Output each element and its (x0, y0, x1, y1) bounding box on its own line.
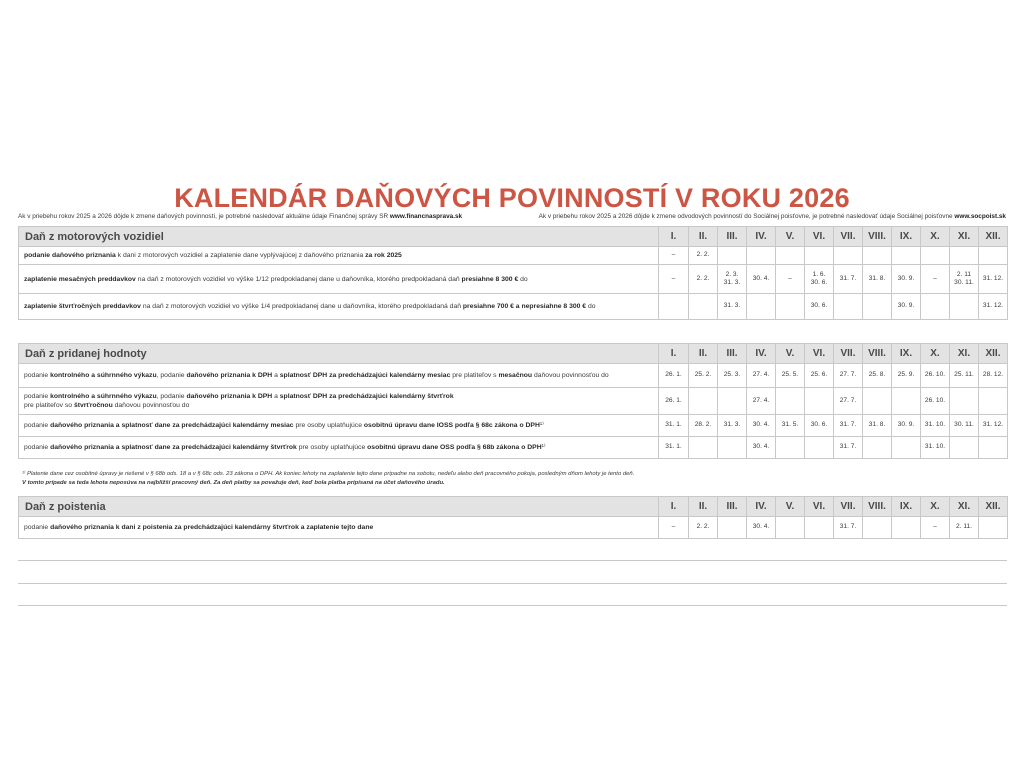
deadline-cell (776, 247, 805, 265)
deadline-cell (863, 517, 892, 539)
deadline-cell (776, 388, 805, 415)
month-header: VII. (834, 344, 863, 364)
month-header: VIII. (863, 344, 892, 364)
deadline-cell: 25. 5. (776, 364, 805, 388)
deadline-cell (950, 294, 979, 320)
deadline-cell: 31. 1. (659, 437, 689, 459)
section-header-row (19, 497, 1008, 517)
deadline-cell (659, 294, 689, 320)
deadline-cell (979, 517, 1008, 539)
section-header-row (19, 227, 1008, 247)
month-header: XII. (979, 497, 1008, 517)
deadline-cell: 31. 12. (979, 415, 1008, 437)
deadline-cell: 25. 6. (805, 364, 834, 388)
deadline-cell (689, 437, 718, 459)
deadline-cell (805, 437, 834, 459)
month-header: I. (659, 344, 689, 364)
deadline-cell (892, 517, 921, 539)
deadline-cell (747, 294, 776, 320)
deadline-cell: 26. 1. (659, 388, 689, 415)
deadline-cell: 31. 7. (834, 265, 863, 294)
obligation-description: podanie kontrolného a súhrnného výkazu, podanie daňového priznania k DPH a splatnosť DPH za predchádzajúci kalendárny štvrťrok pre platiteľov so štvrťročnou daňovou povinnosťou do (19, 388, 659, 415)
month-header: VIII. (863, 227, 892, 247)
deadline-cell: 31. 8. (863, 415, 892, 437)
footnote-line-2: V tomto prípade sa teda lehota neposúva na najbližší pracovný deň. Za deň platby sa považuje deň, keď bola platba pripísaná na účet daňového úradu. (22, 480, 445, 486)
table-row (19, 388, 1008, 415)
month-header: X. (921, 497, 950, 517)
month-header: VIII. (863, 497, 892, 517)
month-header: III. (718, 227, 747, 247)
deadline-cell (892, 437, 921, 459)
deadline-cell (834, 294, 863, 320)
deadline-cell: 27. 4. (747, 364, 776, 388)
obligation-description: podanie daňového priznania k dani z poistenia za predchádzajúci kalendárny štvrťrok a zaplatenie tejto dane (19, 517, 659, 539)
deadline-cell: – (659, 247, 689, 265)
deadline-cell: 30. 4. (747, 265, 776, 294)
section-header-row (19, 344, 1008, 364)
deadline-cell: 30. 6. (805, 294, 834, 320)
deadline-cell (921, 294, 950, 320)
deadline-cell: 31. 12. (979, 294, 1008, 320)
deadline-cell: – (921, 517, 950, 539)
deadline-cell: 31. 8. (863, 265, 892, 294)
obligation-description: podanie daňového priznania a splatnosť dane za predchádzajúci kalendárny štvrťrok pre osoby uplatňujúce osobitnú úpravu dane OSS podľa § 68b zákona o DPH¹⁾ (19, 437, 659, 459)
table-row (19, 437, 1008, 459)
deadline-cell: 30. 9. (892, 294, 921, 320)
deadline-cell: 30. 4. (747, 415, 776, 437)
deadline-cell: 31. 12. (979, 265, 1008, 294)
deadline-cell (718, 437, 747, 459)
month-header: VI. (805, 344, 834, 364)
deadline-cell (805, 517, 834, 539)
month-header: XI. (950, 227, 979, 247)
deadline-cell: – (776, 265, 805, 294)
month-header: III. (718, 497, 747, 517)
deadline-cell (892, 388, 921, 415)
deadline-cell: 31. 10. (921, 415, 950, 437)
deadline-cell: 31. 7. (834, 415, 863, 437)
deadline-cell (805, 388, 834, 415)
deadline-cell (776, 294, 805, 320)
deadline-cell (834, 247, 863, 265)
deadline-cell: 2. 11. (950, 517, 979, 539)
deadline-cell (863, 247, 892, 265)
deadline-cell: 28. 2. (689, 415, 718, 437)
table-row (19, 247, 1008, 265)
month-header: IV. (747, 227, 776, 247)
deadline-cell (950, 247, 979, 265)
table-row (19, 517, 1008, 539)
deadline-cell: 31. 7. (834, 437, 863, 459)
insurance-tax-table (18, 496, 1008, 539)
obligation-description: zaplatenie štvrťročných preddavkov na daň z motorových vozidiel vo výške 1/4 predpokladanej dane u daňovníka, ktorého predpokladaná daň presiahne 700 € a nepresiahne 8 300 € do (19, 294, 659, 320)
deadline-cell (950, 437, 979, 459)
deadline-cell: 31. 3. (718, 415, 747, 437)
socialna-poistovna-note (539, 213, 1006, 220)
deadline-cell: 26. 1. (659, 364, 689, 388)
deadline-cell (863, 388, 892, 415)
month-header: VI. (805, 227, 834, 247)
deadline-cell: – (921, 265, 950, 294)
deadline-cell: 30. 4. (747, 517, 776, 539)
obligation-description: podanie kontrolného a súhrnného výkazu, podanie daňového priznania k DPH a splatnosť DPH za predchádzajúci kalendárny mesiac pre platiteľov s mesačnou daňovou povinnosťou do (19, 364, 659, 388)
deadline-cell (979, 388, 1008, 415)
deadline-cell: 30. 9. (892, 415, 921, 437)
financna-sprava-link[interactable]: www.financnasprava.sk (389, 213, 463, 220)
month-header: V. (776, 227, 805, 247)
motor-vehicle-tax-table (18, 226, 1008, 320)
month-header: IV. (747, 497, 776, 517)
blank-line (18, 583, 1007, 584)
month-header: X. (921, 227, 950, 247)
blank-line (18, 605, 1007, 606)
deadline-cell (892, 247, 921, 265)
page-title: KALENDÁR DAŇOVÝCH POVINNOSTÍ V ROKU 2026 (174, 183, 850, 213)
deadline-cell (689, 388, 718, 415)
deadline-cell: 2. 2. (689, 517, 718, 539)
deadline-cell: 30. 6. (805, 415, 834, 437)
deadline-cell: 30. 11. (950, 415, 979, 437)
month-header: I. (659, 497, 689, 517)
deadline-cell: 27. 7. (834, 364, 863, 388)
section-title: Daň z motorových vozidiel (19, 227, 659, 247)
deadline-cell: 2. 2. (689, 247, 718, 265)
month-header: IX. (892, 227, 921, 247)
deadline-cell: – (659, 265, 689, 294)
deadline-cell: 25. 8. (863, 364, 892, 388)
obligation-description: podanie daňového priznania a splatnosť dane za predchádzajúci kalendárny mesiac pre osoby uplatňujúce osobitnú úpravu dane IOSS podľa § 68c zákona o DPH¹⁾ (19, 415, 659, 437)
month-header: IX. (892, 497, 921, 517)
deadline-cell: 28. 12. (979, 364, 1008, 388)
month-header: VII. (834, 497, 863, 517)
deadline-cell (863, 294, 892, 320)
deadline-cell (747, 247, 776, 265)
deadline-cell (718, 247, 747, 265)
deadline-cell (776, 437, 805, 459)
deadline-cell (718, 388, 747, 415)
deadline-cell: – (659, 517, 689, 539)
deadline-cell: 31. 3. (718, 294, 747, 320)
month-header: VI. (805, 497, 834, 517)
table-row (19, 415, 1008, 437)
deadline-cell: 1. 6. 30. 6. (805, 265, 834, 294)
month-header: IV. (747, 344, 776, 364)
month-header: II. (689, 344, 718, 364)
obligation-description: zaplatenie mesačných preddavkov na daň z motorových vozidiel vo výške 1/12 predpokladanej dane u daňovníka, ktorého predpokladaná daň presiahne 8 300 € do (19, 265, 659, 294)
vat-table (18, 343, 1008, 459)
socpoist-link[interactable]: www.socpoist.sk (954, 213, 1006, 220)
deadline-cell (979, 247, 1008, 265)
note-right-text: Ak v priebehu rokov 2025 a 2026 dôjde k zmene odvodových povinností do Sociálnej poisťovne, je potrebné nasledovať údaje Sociálnej poisťovne (538, 213, 955, 220)
section-title: Daň z poistenia (19, 497, 659, 517)
month-header: II. (689, 497, 718, 517)
deadline-cell: 30. 9. (892, 265, 921, 294)
month-header: II. (689, 227, 718, 247)
footnote-line-1: ¹⁾ Platenie dane cez osobitné úpravy je riešené v § 68b ods. 18 a v § 68c ods. 23 zákona o DPH. Ak koniec lehoty na zaplatenie tejto dane pripadne na sobotu, nedeľu alebo deň pracovného pokoja, posledným dňom lehoty je tento deň. (22, 471, 635, 477)
month-header: VII. (834, 227, 863, 247)
deadline-cell: 2. 3. 31. 3. (718, 265, 747, 294)
month-header: XI. (950, 497, 979, 517)
deadline-cell (689, 294, 718, 320)
month-header: V. (776, 344, 805, 364)
month-header: XII. (979, 344, 1008, 364)
month-header: XII. (979, 227, 1008, 247)
deadline-cell: 25. 9. (892, 364, 921, 388)
deadline-cell: 2. 2. (689, 265, 718, 294)
deadline-cell (718, 517, 747, 539)
month-header: X. (921, 344, 950, 364)
deadline-cell: 31. 5. (776, 415, 805, 437)
deadline-cell (776, 517, 805, 539)
month-header: IX. (892, 344, 921, 364)
month-header: III. (718, 344, 747, 364)
deadline-cell: 31. 7. (834, 517, 863, 539)
deadline-cell (805, 247, 834, 265)
deadline-cell (950, 388, 979, 415)
deadline-cell (979, 437, 1008, 459)
deadline-cell (921, 247, 950, 265)
deadline-cell: 30. 4. (747, 437, 776, 459)
deadline-cell: 25. 2. (689, 364, 718, 388)
section-title: Daň z pridanej hodnoty (19, 344, 659, 364)
deadline-cell (863, 437, 892, 459)
month-header: I. (659, 227, 689, 247)
deadline-cell: 27. 4. (747, 388, 776, 415)
table-row (19, 294, 1008, 320)
obligation-description: podanie daňového priznania k dani z motorových vozidiel a zaplatenie dane vyplývajúcej z daňového priznania za rok 2025 (19, 247, 659, 265)
deadline-cell: 2. 11 30. 11. (950, 265, 979, 294)
deadline-cell: 27. 7. (834, 388, 863, 415)
table-row (19, 265, 1008, 294)
deadline-cell: 31. 1. (659, 415, 689, 437)
blank-line (18, 560, 1007, 561)
note-left-text: Ak v priebehu rokov 2025 a 2026 dôjde k zmene daňových povinností, je potrebné nasledovať aktuálne údaje Finančnej správy SR (18, 213, 390, 220)
deadline-cell: 26. 10. (921, 388, 950, 415)
month-header: XI. (950, 344, 979, 364)
deadline-cell: 25. 3. (718, 364, 747, 388)
financna-sprava-note (18, 213, 462, 220)
deadline-cell: 31. 10. (921, 437, 950, 459)
deadline-cell: 25. 11. (950, 364, 979, 388)
month-header: V. (776, 497, 805, 517)
table-row (19, 364, 1008, 388)
deadline-cell: 26. 10. (921, 364, 950, 388)
